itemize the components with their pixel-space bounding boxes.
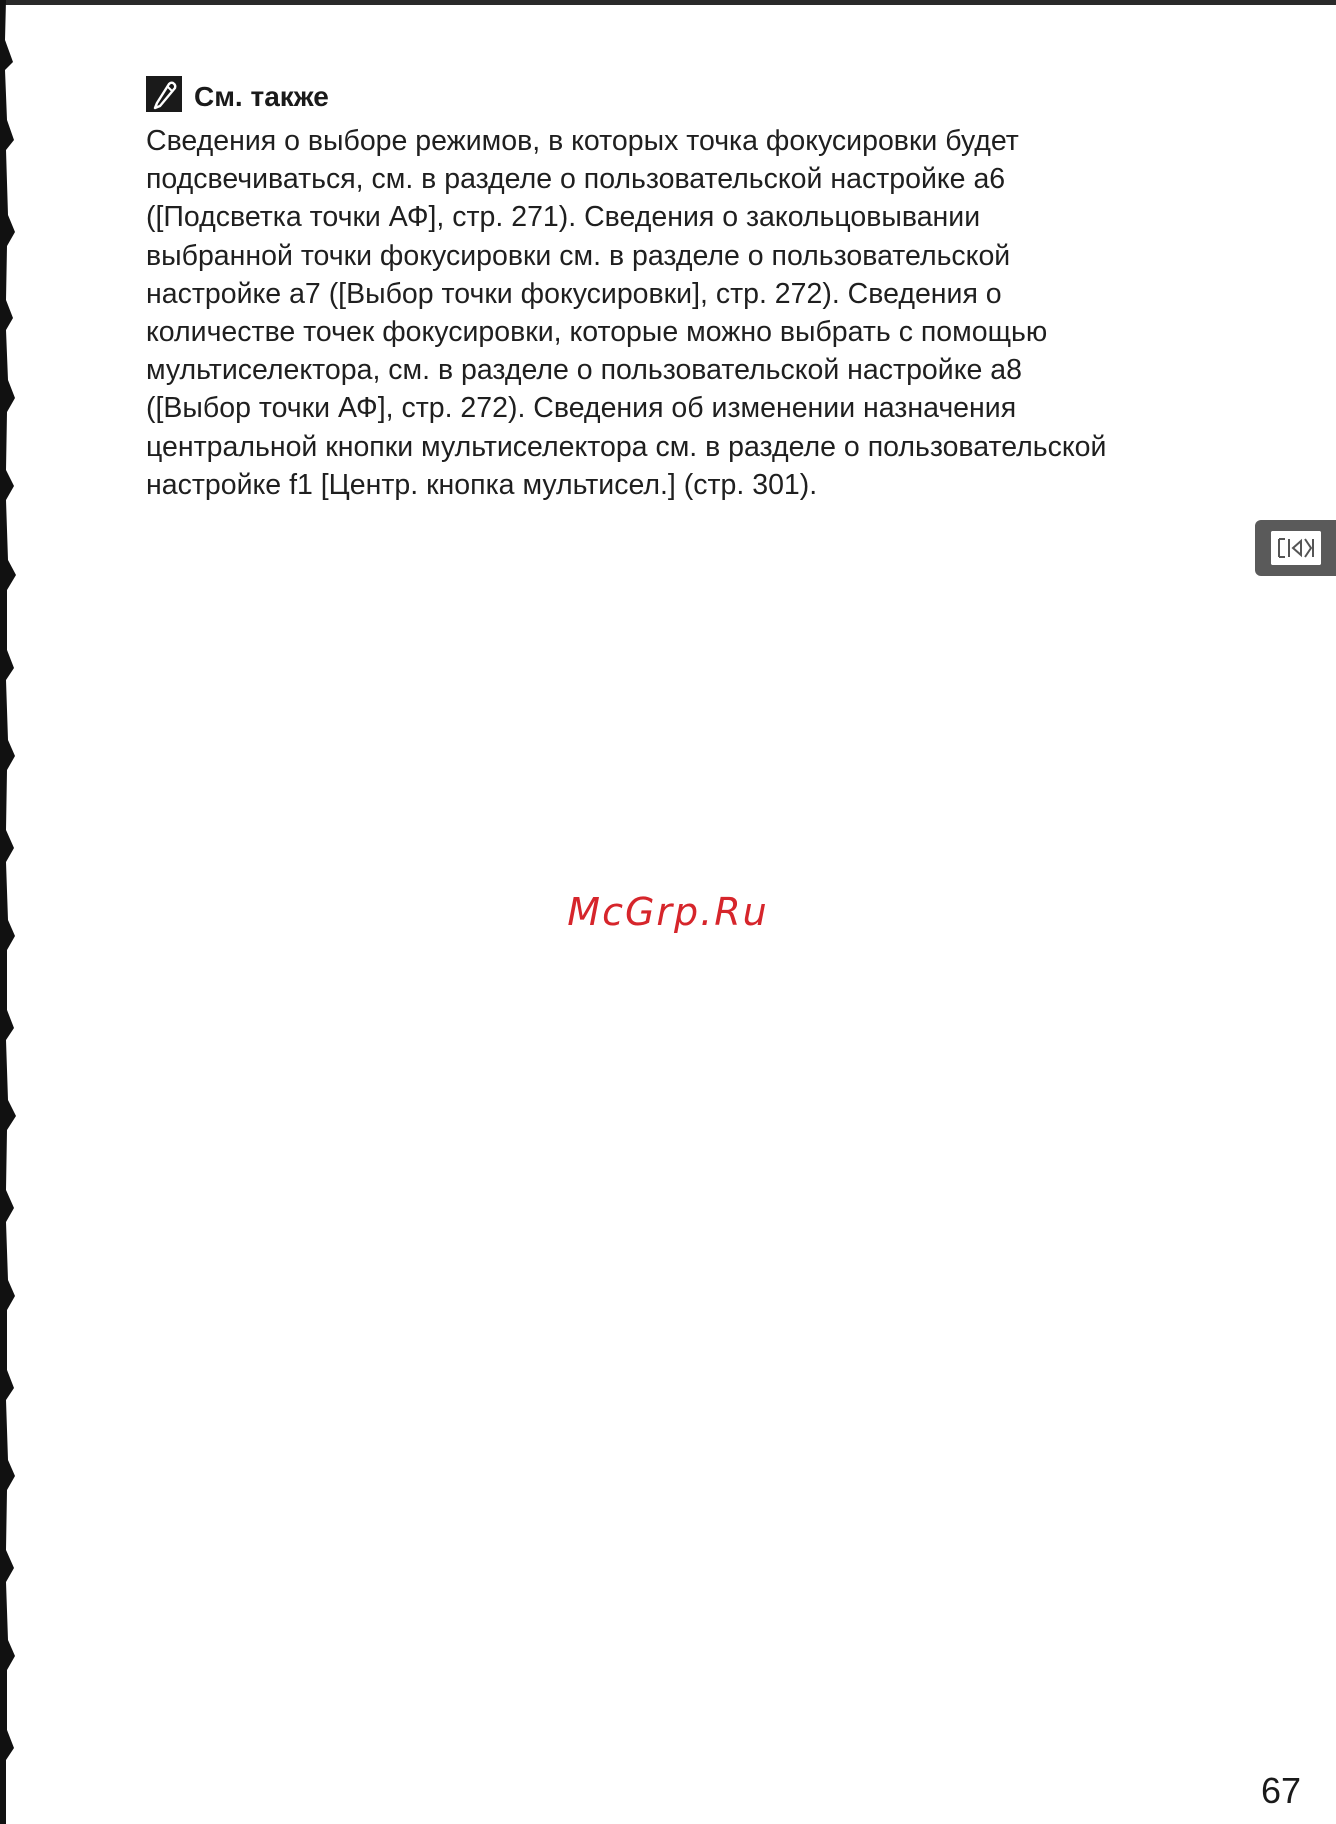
note-line: ([Подсветка точки АФ], стр. 271). Сведения о закольцовывании: [146, 201, 981, 234]
pencil-note-icon: [146, 76, 182, 112]
section-side-tab: [1255, 520, 1336, 576]
note-heading: [146, 72, 1226, 116]
note-title: См. также: [194, 81, 329, 112]
note-line: центральной кнопки мультиселектора см. в разделе о пользовательской: [146, 430, 1107, 463]
note-line: Сведения о выборе режимов, в которых точка фокусировки будет: [146, 125, 1019, 157]
note-line: настройке a7 ([Выбор точки фокусировки], стр. 272). Сведения о: [146, 277, 1002, 310]
page-top-edge: [0, 0, 1336, 5]
page-number: 67: [1260, 1770, 1301, 1811]
note-line: мультиселектора, см. в разделе о пользовательской настройке a8: [146, 354, 1022, 387]
note-line: подсвечиваться, см. в разделе о пользовательской настройке a6: [146, 163, 1006, 196]
shooting-section-icon: [1271, 531, 1321, 565]
note-line: ([Выбор точки АФ], стр. 272). Сведения об изменении назначения: [146, 392, 1017, 425]
note-line: настройке f1 [Центр. кнопка мультисел.] (стр. 301).: [146, 468, 818, 501]
watermark: McGrp.Ru: [567, 890, 769, 934]
note-body: [146, 122, 1226, 504]
note-line: выбранной точки фокусировки см. в разделе о пользовательской: [146, 239, 1011, 272]
note-line: количестве точек фокусировки, которые можно выбрать с помощью: [146, 316, 1048, 349]
see-also-note: [146, 72, 1226, 504]
